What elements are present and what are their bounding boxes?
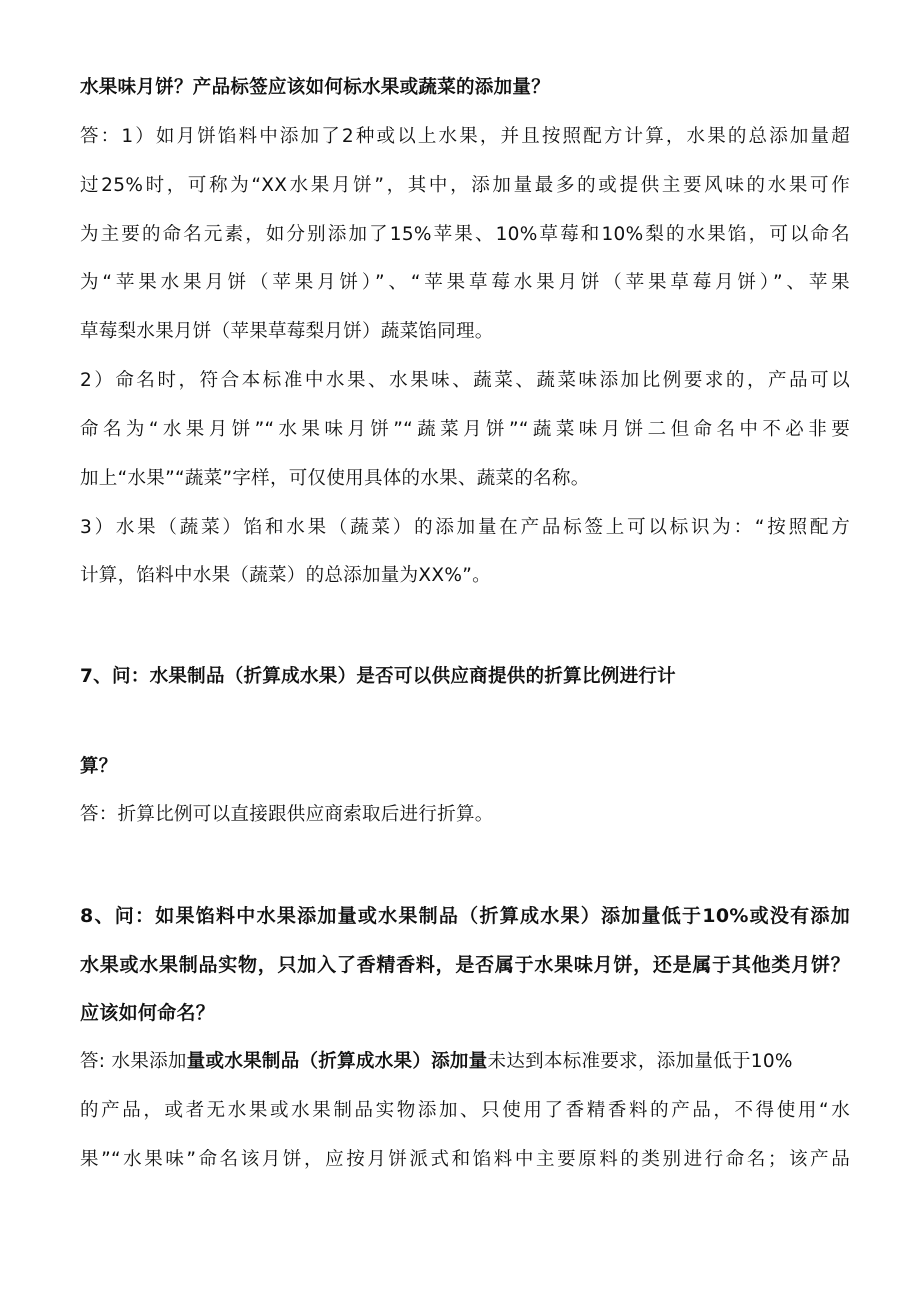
q6-answer-line-1: 答：1）如月饼馅料中添加了2种或以上水果，并且按照配方计算，水果的总添加量超	[80, 126, 850, 147]
q8-question-line-3: 应该如何命名？	[80, 1002, 216, 1024]
q8-answer-text-b: 未达到本标准要求，添加量低于10%	[487, 1051, 793, 1072]
q6-answer-point2-line-1: 2）命名时，符合本标准中水果、水果味、蔬菜、蔬菜味添加比例要求的，产品可以	[80, 370, 850, 391]
q8-answer-bold-segment: 量或水果制品（折算成水果）添加量	[186, 1051, 488, 1072]
q8-answer-line-2: 的产品，或者无水果或水果制品实物添加、只使用了香精香料的产品，不得使用“水	[80, 1100, 850, 1121]
q6-heading-continuation: 水果味月饼？产品标签应该如何标水果或蔬菜的添加量？	[80, 77, 551, 98]
q6-answer-point3-line-1: 3）水果（蔬菜）馅和水果（蔬菜）的添加量在产品标签上可以标识为：“按照配方	[80, 517, 850, 538]
q8-question-line-2: 水果或水果制品实物，只加入了香精香料，是否属于水果味月饼，还是属于其他类月饼？	[80, 954, 850, 976]
q8-answer-line-3: 果”“水果味”命名该月饼，应按月饼派式和馅料中主要原料的类别进行命名；该产品	[80, 1149, 850, 1170]
q8-answer-prefix: 答:	[80, 1051, 106, 1072]
q6-answer-line-3: 为主要的命名元素，如分别添加了15%苹果、10%草莓和10%梨的水果馅，可以命名	[80, 224, 850, 245]
q6-answer-line-2: 过25%时，可称为“XX水果月饼”，其中，添加量最多的或提供主要风味的水果可作	[80, 175, 850, 196]
q7-question-line-2: 算？	[80, 756, 118, 777]
q6-answer-line-4: 为“苹果水果月饼（苹果月饼）”、“苹果草莓水果月饼（苹果草莓月饼）”、苹果	[80, 272, 850, 293]
q7-question-line-1: 7、问：水果制品（折算成水果）是否可以供应商提供的折算比例进行计	[80, 666, 676, 687]
q6-answer-line-5: 草莓梨水果月饼（苹果草莓梨月饼）蔬菜馅同理。	[80, 321, 494, 342]
q8-answer-text-a: 水果添加	[111, 1051, 187, 1072]
q6-answer-point3-line-2: 计算，馅料中水果（蔬菜）的总添加量为XX%”。	[80, 565, 491, 586]
q8-answer-line-1	[80, 1050, 850, 1074]
q6-answer-point2-line-3: 加上“水果”“蔬菜”字样，可仅使用具体的水果、蔬菜的名称。	[80, 468, 590, 489]
q6-answer-point2-line-2: 命名为“水果月饼”“水果味月饼”“蔬菜月饼”“蔬菜味月饼二但命名中不必非要	[80, 419, 850, 440]
q7-answer: 答：折算比例可以直接跟供应商索取后进行折算。	[80, 804, 494, 825]
q8-question-line-1: 8、问：如果馅料中水果添加量或水果制品（折算成水果）添加量低于10%或没有添加	[80, 905, 850, 927]
